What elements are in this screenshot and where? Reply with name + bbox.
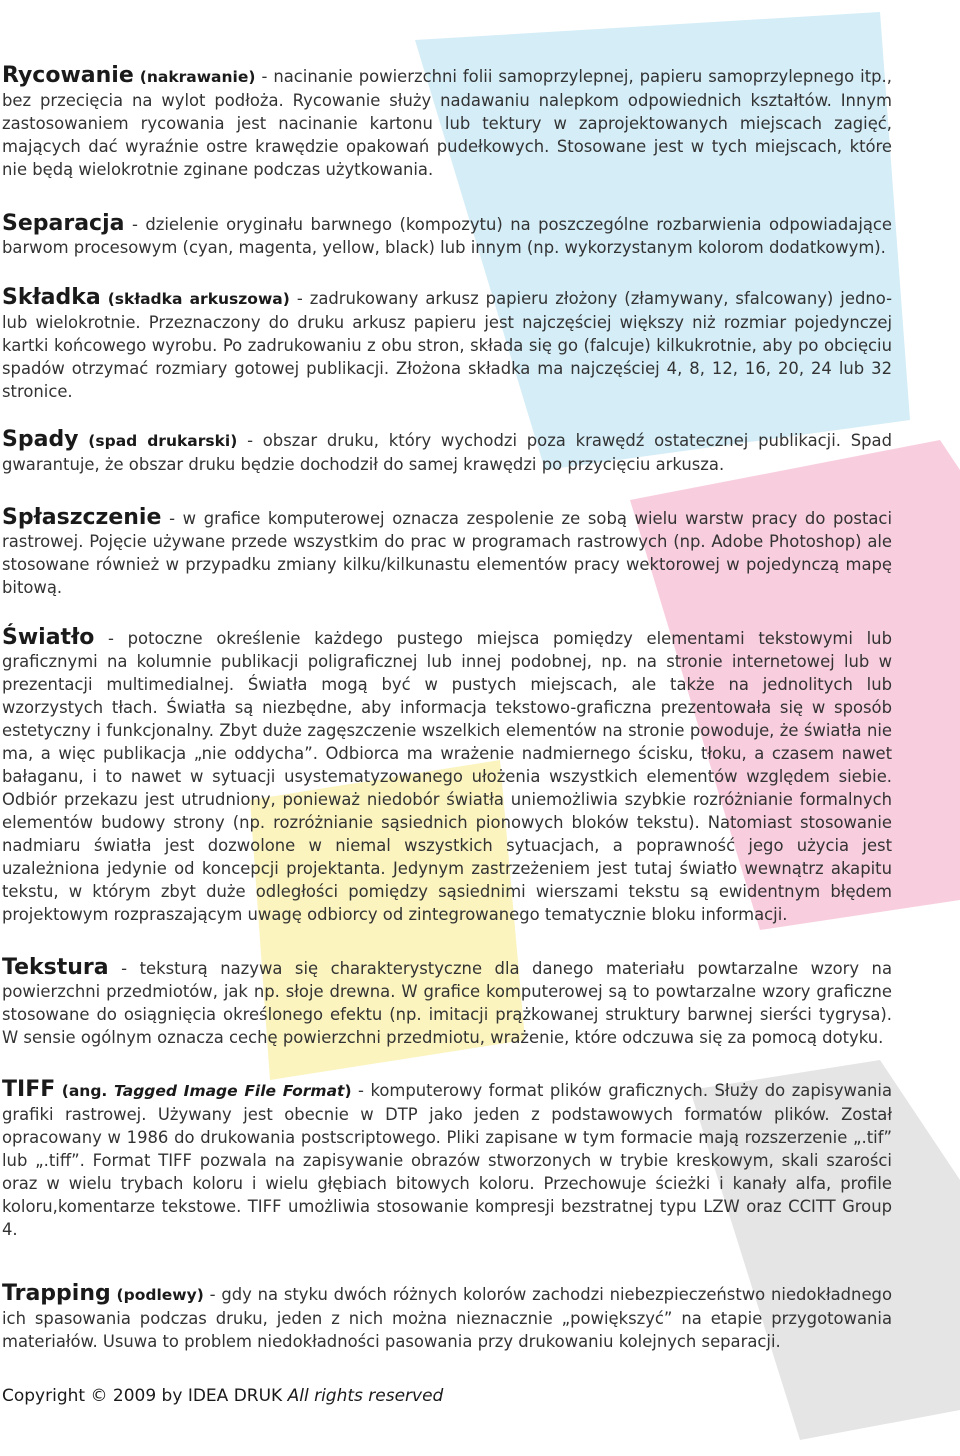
entry-swiatlo xyxy=(2,626,892,926)
entry-term: Spłaszczenie xyxy=(2,505,162,530)
entry-term: Światło xyxy=(2,625,95,650)
entry-term: Składka xyxy=(2,285,101,310)
entry-dash: - xyxy=(169,509,175,528)
copyright-text: 2009 by IDEA DRUK xyxy=(112,1386,283,1406)
entry-dash: - xyxy=(358,1081,364,1100)
entry-spady xyxy=(2,428,892,476)
entry-tekstura xyxy=(2,956,892,1049)
entry-definition: potoczne określenie każdego pustego miejsca pomiędzy elementami tekstowymi lub graficznymi na kolumnie publikacji poligraficznej lub innej podobnej, np. na stronie internetowej lub w prezentacji multimedialnej. Światła mogą być w pustych miejscach, ale także na jednolitych lub wzorzystych tłach. Światła są niezbędne, aby informacja tekstowo-graficzna prezentowała się w sposób estetyczny i funkcjonalny. Zbyt duże zagęszczenie wszelkich elementów na stronie powoduje, że światła nie ma, a więc publikacja „nie oddycha”. Odbiorca ma wrażenie nadmiernego ścisku, tłoku, a czasem nawet bałaganu, i to nawet w sytuacji usystematyzowanego ułożenia wszystkich elementów względem siebie. Odbiór przekazu jest utrudniony, ponieważ niedobór światła uniemożliwia szybkie rozróżnianie formalnych elementów budowy strony (np. rozróżnianie sąsiednich pionowych bloków tekstu). Natomiast stosowanie nadmiaru światła jest dozwolone w niemal wszystkich sytuacjach, a poprawność jego użycia jest uzależniona jedynie od koncepcji projektanta. Jedynym zastrzeżeniem jest tutaj światło wewnątrz akapitu tekstu, w którym zbyt duże odległości pomiędzy sąsiednimi wierszami tekstu są ewidentnym błędem projektowym rozpraszającym uwagę odbiorcy od zintegrowanego tematycznie bloku informacji. xyxy=(2,629,892,924)
entry-skladka xyxy=(2,286,892,403)
entry-term: Tekstura xyxy=(2,955,109,980)
entry-term: TIFF xyxy=(2,1077,56,1102)
entry-term: Spady xyxy=(2,427,79,452)
qualifier-italic: Tagged Image File Format xyxy=(114,1082,345,1100)
entry-definition: zadrukowany arkusz papieru złożony (złamywany, sfalcowany) jedno- lub wielokrotnie. Przeznaczony do druku arkusz papieru jest najczęściej większy niż rozmiar pojedynczej kartki końcowego wyrobu. Po zadrukowaniu z obu stron, składa się go (falcuje) kilkukrotnie, aby po obcięciu spadów otrzymać rozmiary gotowej publikacji. Złożona składka ma najczęściej 4, 8, 12, 16, 20, 24 lub 32 stronice. xyxy=(2,289,892,401)
entry-dash: - xyxy=(247,431,254,450)
copyright-icon: © xyxy=(90,1386,108,1406)
entry-term: Separacja xyxy=(2,211,125,236)
entry-qualifier xyxy=(62,1082,352,1100)
entry-rycowanie xyxy=(2,64,892,181)
entry-trapping xyxy=(2,1282,892,1353)
entry-term: Trapping xyxy=(2,1281,111,1306)
entry-tiff xyxy=(2,1078,892,1241)
entry-definition: teksturą nazywa się charakterystyczne dla danego materiału powtarzalne wzory na powierzchni przedmiotów, jak np. słoje drewna. W grafice komputerowej są to powtarzalne wzory graficzne stosowane do osiągnięcia określonego efektu (np. imitacji prążkowanej struktury barwnej sierści tygrysa). W sensie ogólnym oznacza cechę powierzchni przedmiotu, wrażenie, które odczuwa się za pomocą dotyku. xyxy=(2,959,892,1047)
copyright-footer xyxy=(2,1386,443,1406)
entry-dash: - xyxy=(108,629,114,648)
rights-text: All rights reserved xyxy=(287,1386,444,1406)
entry-qualifier: (spad drukarski) xyxy=(88,432,238,450)
entry-definition: obszar druku, który wychodzi poza krawędź ostatecznej publikacji. Spad gwarantuje, że obszar druku będzie dochodził do samej krawędzi po przycięciu arkusza. xyxy=(2,431,892,474)
entry-dash: - xyxy=(296,289,303,308)
entry-dash: - xyxy=(121,959,128,978)
entry-qualifier: (podlewy) xyxy=(116,1286,204,1304)
entry-qualifier: (składka arkuszowa) xyxy=(107,290,290,308)
entry-definition: nacinanie powierzchni folii samoprzylepnej, papieru samoprzylepnego itp., bez przecięcia na wylot podłoża. Rycowanie służy nadawaniu nalepkom odpowiednich kształtów. Innym zastosowaniem rycowania jest nacinanie kartonu lub tektury w zaprojektowanych miejscach zagięć, mających dać wyraźnie ostre krawędzie opakowań pudełkowych. Stosowane jest w tych miejscach, które nie będą wielokrotnie zginane podczas użytkowania. xyxy=(2,67,892,179)
entry-definition: w grafice komputerowej oznacza zespolenie ze sobą wielu warstw pracy do postaci rastrowej. Pojęcie używane przede wszystkim do prac w programach rastrowych (np. Adobe Photoshop) ale stosowane również w przypadku zmiany kilku/kilkunastu elementów pracy wektorowej w pojedynczą mapę bitową. xyxy=(2,509,892,597)
entry-splaszczenie xyxy=(2,506,892,599)
qualifier-prefix: (ang. xyxy=(61,1082,114,1100)
entry-definition: gdy na styku dwóch różnych kolorów zachodzi niebezpieczeństwo niedokładnego ich spasowania podczas druku, jeden z nich można nieznacznie „powiększyć” na etapie przygotowania materiałów. Usuwa to problem niedokładności pasowania przy drukowaniu kolejnych separacji. xyxy=(2,1285,892,1351)
copyright-label: Copyright xyxy=(2,1386,86,1406)
qualifier-suffix: ) xyxy=(344,1082,352,1100)
entry-term: Rycowanie xyxy=(2,63,134,88)
entry-definition: komputerowy format plików graficznych. Służy do zapisywania grafiki rastrowej. Używany jest obecnie w DTP jako jeden z podstawowych formatów plików. Został opracowany w 1986 do drukowania postscriptowego. Pliki zapisane w tym formacie mają rozszerzenie „.tif” lub „.tiff”. Format TIFF pozwala na zapisywanie obrazów stworzonych w trybie kreskowym, skali szarości oraz w wielu trybach koloru i wielu głębiach bitowych koloru. Przechowuje ścieżki i kanały alfa, profile koloru,komentarze tekstowe. TIFF umożliwia stosowanie kompresji bezstratnej typu LZW oraz CCITT Group 4. xyxy=(2,1081,892,1239)
entry-dash: - xyxy=(209,1285,216,1304)
entry-dash: - xyxy=(261,67,268,86)
entry-separacja xyxy=(2,212,892,259)
entry-dash: - xyxy=(131,215,138,234)
entry-qualifier: (nakrawanie) xyxy=(139,68,256,86)
entry-definition: dzielenie oryginału barwnego (kompozytu) na poszczególne rozbarwienia odpowiadające barwom procesowym (cyan, magenta, yellow, black) lub innym (np. wykorzystanym kolorom dodatkowym). xyxy=(2,215,893,257)
